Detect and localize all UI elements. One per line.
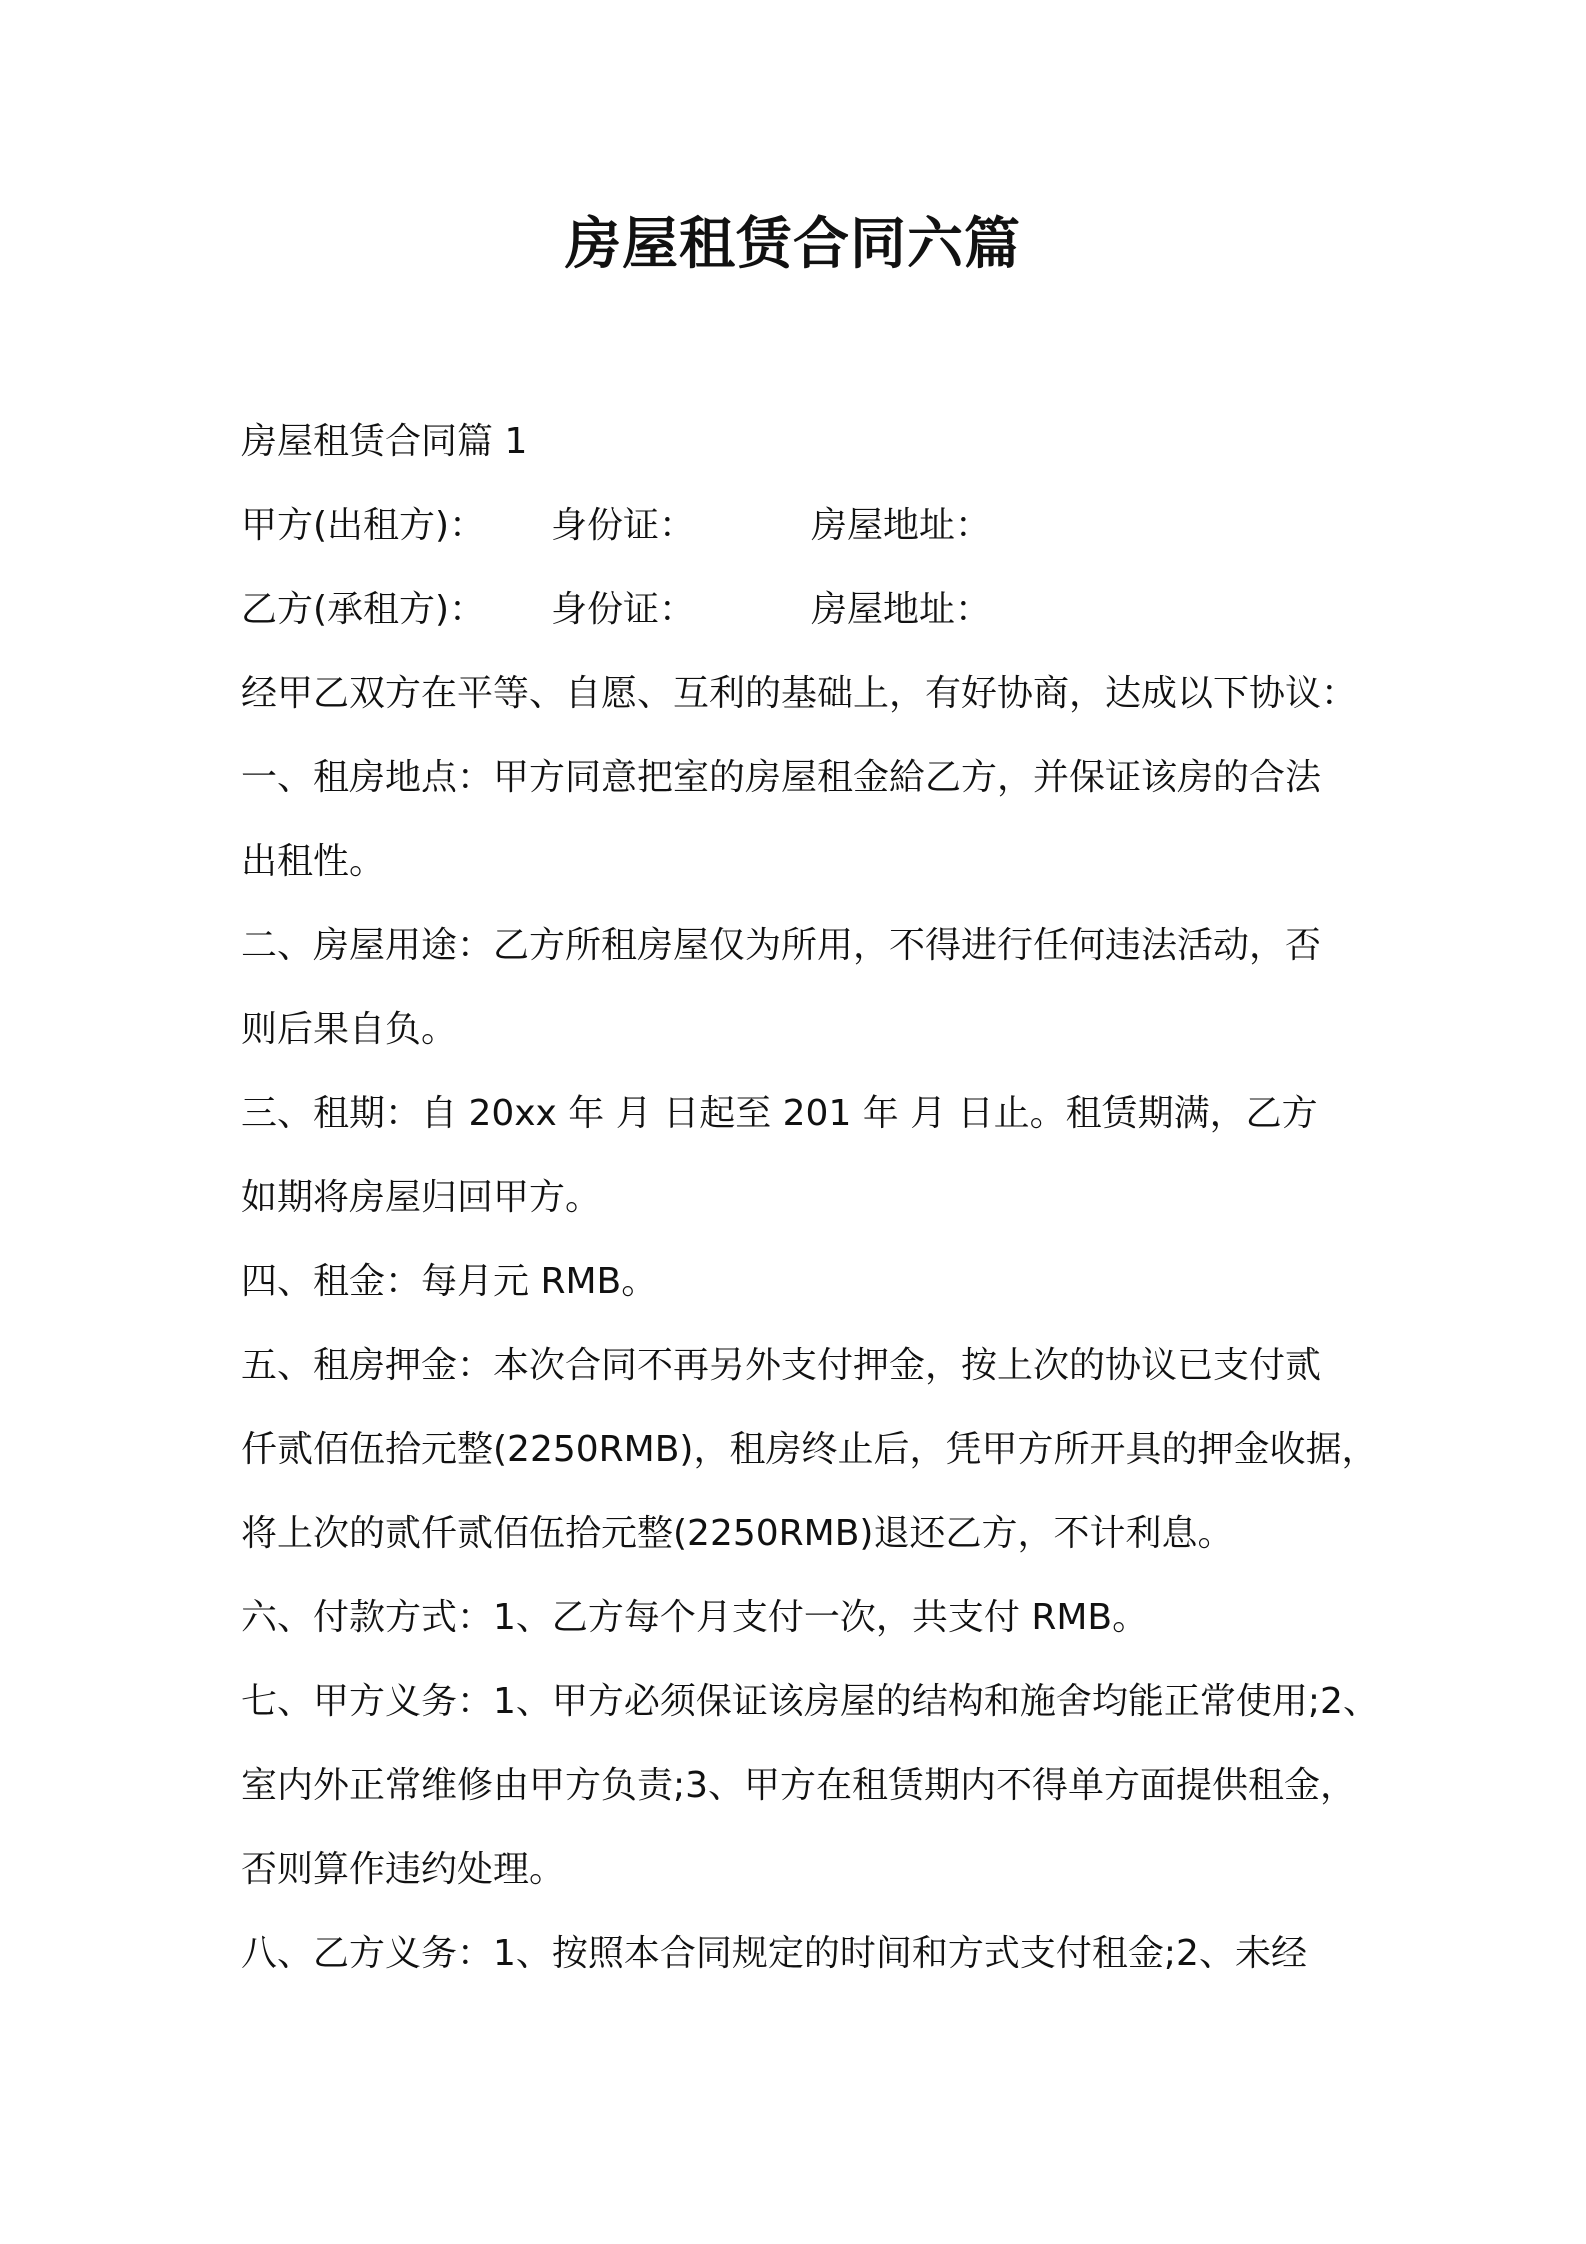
section-heading: 房屋租赁合同篇 1 — [241, 421, 528, 462]
body-line: 室内外正常维修由甲方负责;3、甲方在租赁期内不得单方面提供租金， — [241, 1765, 1357, 1806]
body-line: 将上次的贰仟贰佰伍拾元整(2250RMB)退还乙方，不计利息。 — [241, 1513, 1234, 1554]
body-line: 六、付款方式：1、乙方每个月支付一次，共支付 RMB。 — [241, 1597, 1149, 1638]
party-b-row — [241, 568, 1361, 652]
body-line: 七、甲方义务：1、甲方必须保证该房屋的结构和施舍均能正常使用;2、 — [241, 1681, 1379, 1722]
body-line: 仟贰佰伍拾元整(2250RMB)，租房终止后，凭甲方所开具的押金收据， — [241, 1429, 1378, 1470]
body-line: 二、房屋用途：乙方所租房屋仅为所用，不得进行任何违法活动，否 — [241, 925, 1322, 966]
body-line: 经甲乙双方在平等、自愿、互利的基础上，有好协商，达成以下协议： — [241, 673, 1358, 714]
body-line: 八、乙方义务：1、按照本合同规定的时间和方式支付租金;2、未经 — [241, 1933, 1307, 1974]
body-line: 一、租房地点：甲方同意把室的房屋租金給乙方，并保证该房的合法 — [241, 757, 1322, 798]
party-a-role: 甲方(出租方)： — [241, 505, 486, 546]
party-b-id-label: 身份证： — [551, 589, 696, 630]
document-body — [241, 400, 1379, 1996]
body-line: 否则算作违约处理。 — [241, 1849, 566, 1890]
body-line: 则后果自负。 — [241, 1009, 458, 1050]
document-title: 房屋租赁合同六篇 — [565, 212, 1021, 277]
body-line: 出租性。 — [241, 841, 386, 882]
body-line: 如期将房屋归回甲方。 — [241, 1177, 602, 1218]
body-line: 五、租房押金：本次合同不再另外支付押金，按上次的协议已支付贰 — [241, 1345, 1322, 1386]
party-b-address-label: 房屋地址： — [811, 589, 992, 630]
party-b-role: 乙方(承租方)： — [241, 589, 486, 630]
party-a-row — [241, 484, 1361, 568]
body-line: 四、租金：每月元 RMB。 — [241, 1261, 658, 1302]
party-a-address-label: 房屋地址： — [811, 505, 992, 546]
party-a-id-label: 身份证： — [551, 505, 696, 546]
body-line: 三、租期：自 20xx 年 月 日起至 201 年 月 日止。租赁期满，乙方 — [241, 1093, 1318, 1134]
